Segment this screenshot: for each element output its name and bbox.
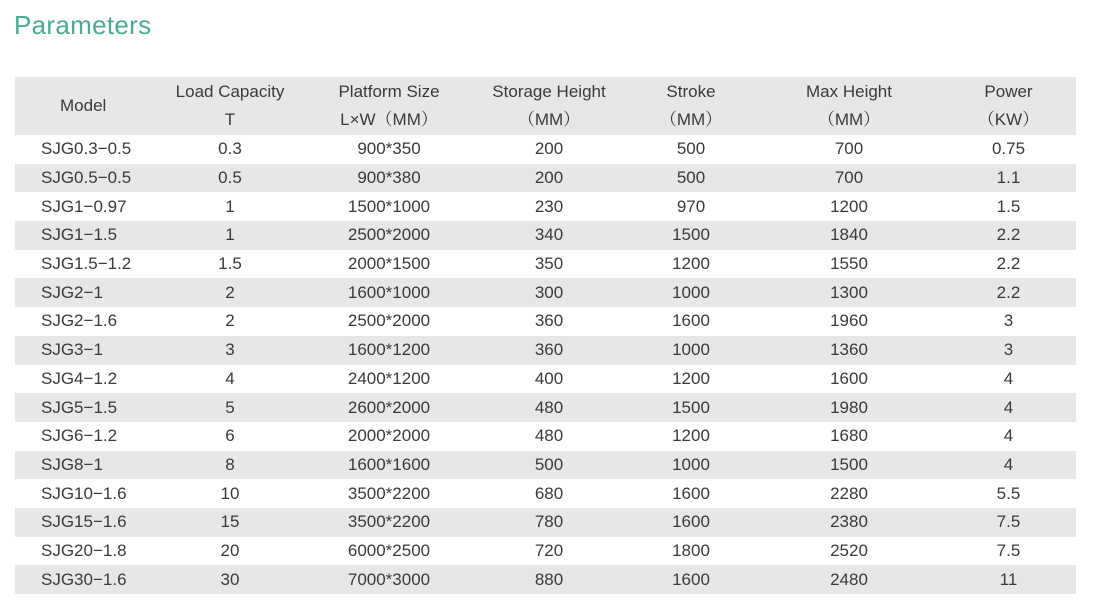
cell-storage-height: 200 (534, 168, 564, 188)
header-max-height (757, 77, 941, 135)
cell-power: 4 (1003, 454, 1014, 474)
cell-power: 2.2 (996, 225, 1021, 245)
cell-storage-height: 360 (534, 340, 564, 360)
cell-power: 1.5 (996, 196, 1021, 216)
header-platform-size (305, 77, 473, 135)
cell-stroke: 1000 (672, 282, 710, 302)
cell-stroke: 1600 (672, 483, 710, 503)
table-row (15, 393, 1076, 422)
cell-load-capacity: 4 (225, 368, 235, 388)
table-row (15, 221, 1076, 250)
cell-load-capacity: 6 (225, 426, 235, 446)
table-row (15, 164, 1076, 193)
header-unit: T (224, 110, 236, 129)
cell-storage-height: 780 (534, 512, 564, 532)
cell-platform-size: 900*380 (357, 168, 421, 188)
cell-model: SJG1−1.5 (41, 225, 118, 245)
cell-model: SJG1.5−1.2 (41, 254, 132, 274)
cell-load-capacity: 1 (225, 196, 235, 216)
page-title: Parameters (14, 10, 152, 40)
cell-power: 4 (1003, 426, 1014, 446)
cell-power: 0.75 (991, 139, 1026, 159)
cell-model: SJG0.5−0.5 (41, 168, 132, 188)
cell-max-height: 1980 (830, 397, 868, 417)
cell-platform-size: 1600*1600 (347, 454, 431, 474)
cell-storage-height: 720 (534, 540, 564, 560)
cell-stroke: 1500 (672, 225, 710, 245)
header-label: Load Capacity (175, 82, 285, 101)
header-model (15, 77, 155, 135)
header-unit: （MM） (817, 110, 881, 129)
header-unit: （MM） (659, 110, 723, 129)
cell-power: 3 (1003, 311, 1014, 331)
table-row (15, 508, 1076, 537)
header-power (941, 77, 1076, 135)
cell-platform-size: 3500*2200 (347, 483, 431, 503)
cell-stroke: 1800 (672, 540, 710, 560)
cell-load-capacity: 20 (220, 540, 240, 560)
cell-max-height: 1300 (830, 282, 868, 302)
cell-load-capacity: 5 (225, 397, 235, 417)
table-row (15, 192, 1076, 221)
cell-max-height: 700 (834, 168, 864, 188)
cell-stroke: 1600 (672, 512, 710, 532)
cell-storage-height: 360 (534, 311, 564, 331)
table-row (15, 451, 1076, 480)
cell-max-height: 1840 (830, 225, 868, 245)
cell-platform-size: 1600*1000 (347, 282, 431, 302)
cell-platform-size: 7000*3000 (347, 569, 431, 589)
cell-model: SJG0.3−0.5 (41, 139, 132, 159)
cell-max-height: 1360 (830, 340, 868, 360)
header-label: Stroke (666, 82, 716, 101)
cell-load-capacity: 30 (220, 569, 240, 589)
cell-model: SJG6−1.2 (41, 426, 118, 446)
table-body (15, 135, 1076, 594)
cell-platform-size: 900*350 (357, 139, 421, 159)
cell-max-height: 1960 (830, 311, 868, 331)
cell-load-capacity: 0.3 (218, 139, 242, 159)
cell-storage-height: 480 (534, 397, 564, 417)
cell-max-height: 1200 (830, 196, 868, 216)
cell-power: 4 (1003, 397, 1014, 417)
header-unit: （MM） (517, 110, 581, 129)
table-row (15, 365, 1076, 394)
cell-max-height: 2280 (830, 483, 868, 503)
header-label: Power (984, 82, 1033, 101)
cell-stroke: 500 (676, 168, 706, 188)
header-unit: （KW） (977, 110, 1040, 129)
cell-stroke: 1600 (672, 311, 710, 331)
cell-power: 7.5 (996, 540, 1021, 560)
cell-storage-height: 230 (534, 196, 564, 216)
header-label: Model (60, 96, 107, 115)
cell-stroke: 1600 (672, 569, 710, 589)
cell-load-capacity: 2 (225, 282, 235, 302)
cell-load-capacity: 3 (225, 340, 235, 360)
cell-power: 4 (1003, 368, 1014, 388)
cell-stroke: 1000 (672, 340, 710, 360)
header-label: Platform Size (338, 82, 440, 101)
cell-stroke: 1500 (672, 397, 710, 417)
cell-power: 2.2 (996, 254, 1021, 274)
cell-max-height: 1680 (830, 426, 868, 446)
header-unit: L×W（MM） (340, 110, 438, 129)
table-row (15, 479, 1076, 508)
table-header (15, 77, 1076, 135)
cell-storage-height: 400 (534, 368, 564, 388)
cell-platform-size: 1600*1200 (347, 340, 431, 360)
cell-power: 2.2 (996, 282, 1021, 302)
cell-model: SJG4−1.2 (41, 368, 118, 388)
cell-model: SJG30−1.6 (41, 569, 127, 589)
cell-model: SJG10−1.6 (41, 483, 127, 503)
cell-platform-size: 2500*2000 (347, 225, 431, 245)
cell-max-height: 2520 (830, 540, 868, 560)
cell-stroke: 500 (676, 139, 706, 159)
cell-stroke: 1000 (672, 454, 710, 474)
cell-model: SJG5−1.5 (41, 397, 118, 417)
cell-power: 11 (999, 569, 1018, 589)
cell-platform-size: 2000*2000 (347, 426, 431, 446)
cell-model: SJG15−1.6 (41, 512, 127, 532)
cell-model: SJG8−1 (41, 454, 103, 474)
cell-platform-size: 2400*1200 (347, 368, 431, 388)
cell-storage-height: 350 (534, 254, 564, 274)
cell-max-height: 1600 (830, 368, 868, 388)
cell-storage-height: 500 (534, 454, 564, 474)
table-row (15, 250, 1076, 279)
cell-platform-size: 2600*2000 (347, 397, 431, 417)
cell-storage-height: 480 (534, 426, 564, 446)
header-storage-height (473, 77, 625, 135)
table-row (15, 307, 1076, 336)
cell-stroke: 1200 (672, 426, 710, 446)
cell-model: SJG20−1.8 (41, 540, 127, 560)
header-load-capacity (155, 77, 305, 135)
cell-stroke: 970 (676, 196, 706, 216)
header-label: Max Height (806, 82, 892, 101)
cell-power: 3 (1003, 340, 1014, 360)
cell-storage-height: 300 (534, 282, 564, 302)
cell-load-capacity: 1.5 (218, 254, 242, 274)
cell-platform-size: 2500*2000 (347, 311, 431, 331)
cell-platform-size: 1500*1000 (347, 196, 431, 216)
table-row (15, 336, 1076, 365)
cell-storage-height: 340 (534, 225, 564, 245)
cell-power: 1.1 (996, 168, 1021, 188)
parameters-table (15, 77, 1076, 594)
header-stroke (625, 77, 757, 135)
cell-load-capacity: 1 (225, 225, 235, 245)
cell-platform-size: 3500*2200 (347, 512, 431, 532)
cell-storage-height: 880 (534, 569, 564, 589)
cell-max-height: 1550 (830, 254, 868, 274)
cell-storage-height: 680 (534, 483, 564, 503)
cell-load-capacity: 8 (225, 454, 235, 474)
table-row (15, 565, 1076, 594)
cell-max-height: 1500 (830, 454, 868, 474)
cell-platform-size: 6000*2500 (347, 540, 431, 560)
cell-max-height: 2380 (830, 512, 868, 532)
cell-load-capacity: 0.5 (218, 168, 242, 188)
cell-model: SJG3−1 (41, 340, 103, 360)
cell-load-capacity: 15 (220, 512, 240, 532)
cell-max-height: 700 (834, 139, 864, 159)
table-row (15, 135, 1076, 164)
cell-load-capacity: 2 (225, 311, 235, 331)
cell-stroke: 1200 (672, 368, 710, 388)
cell-model: SJG2−1 (41, 282, 103, 302)
table-row (15, 422, 1076, 451)
cell-model: SJG2−1.6 (41, 311, 118, 331)
cell-max-height: 2480 (830, 569, 868, 589)
cell-platform-size: 2000*1500 (347, 254, 431, 274)
cell-model: SJG1−0.97 (41, 196, 127, 216)
table-row (15, 537, 1076, 566)
cell-storage-height: 200 (534, 139, 564, 159)
cell-power: 7.5 (996, 512, 1021, 532)
cell-power: 5.5 (996, 483, 1021, 503)
table-row (15, 278, 1076, 307)
header-label: Storage Height (492, 82, 606, 101)
cell-stroke: 1200 (672, 254, 710, 274)
cell-load-capacity: 10 (220, 483, 240, 503)
